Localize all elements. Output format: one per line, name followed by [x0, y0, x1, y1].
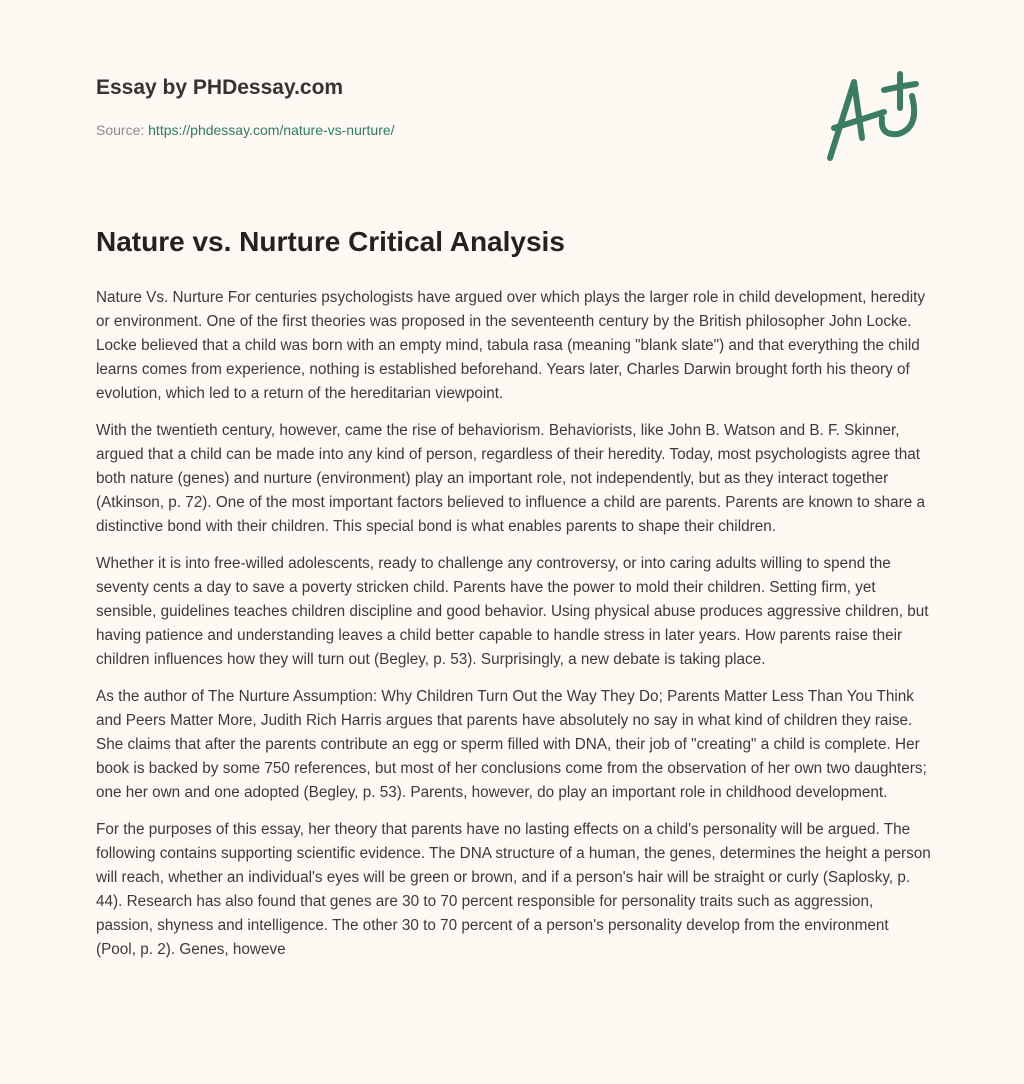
source-line: [96, 122, 395, 138]
a-plus-logo-icon: [820, 68, 930, 168]
source-label: Source:: [96, 122, 149, 138]
header: [96, 76, 395, 138]
essay-body: [96, 286, 932, 975]
page-title: Nature vs. Nurture Critical Analysis: [96, 226, 565, 257]
paragraph: Nature Vs. Nurture For centuries psychologists have argued over which plays the larger role in child development, heredity or environment. One of the first theories was proposed in the seventeenth century by the British philosopher John Locke. Locke believed that a child was born with an empty mind, tabula rasa (meaning "blank slate") and that everything the child learns comes from experience, nothing is established beforehand. Years later, Charles Darwin brought forth his theory of evolution, which led to a return of the hereditarian viewpoint.: [96, 289, 925, 402]
source-link[interactable]: https://phdessay.com/nature-vs-nurture/: [148, 122, 395, 138]
paragraph: Whether it is into free-willed adolescents, ready to challenge any controversy, or into caring adults willing to spend the seventy cents a day to save a poverty stricken child. Parents have the power to mold their children. Setting firm, yet sensible, guidelines teaches children discipline and good behavior. Using physical abuse produces aggressive children, but having patience and understanding leaves a child better capable to handle stress in later years. How parents raise their children influences how they will turn out (Begley, p. 53). Surprisingly, a new debate is taking place.: [96, 555, 929, 668]
paragraph: As the author of The Nurture Assumption: Why Children Turn Out the Way They Do; Parents Matter Less Than You Think and Peers Matter More, Judith Rich Harris argues that parents have absolutely no say in what kind of children they raise. She claims that after the parents contribute an egg or sperm filled with DNA, their job of "creating" a child is complete. Her book is backed by some 750 references, but most of her conclusions come from the observation of her own two daughters; one her own and one adopted (Begley, p. 53). Parents, however, do play an important role in childhood development.: [96, 688, 927, 801]
brand-title: Essay by PHDessay.com: [96, 76, 344, 99]
paragraph: For the purposes of this essay, her theory that parents have no lasting effects on a child's personality will be argued. The following contains supporting scientific evidence. The DNA structure of a human, the genes, determines the height a person will reach, whether an individual's eyes will be green or brown, and if a person's hair will be straight or curly (Saplosky, p. 44). Research has also found that genes are 30 to 70 percent responsible for personality traits such as aggression, passion, shyness and intelligence. The other 30 to 70 percent of a person's personality develop from the environment (Pool, p. 2). Genes, howeve: [96, 821, 931, 958]
paragraph: With the twentieth century, however, came the rise of behaviorism. Behaviorists, like John B. Watson and B. F. Skinner, argued that a child can be made into any kind of person, regardless of their heredity. Today, most psychologists agree that both nature (genes) and nurture (environment) play an important role, not independently, but as they interact together (Atkinson, p. 72). One of the most important factors believed to influence a child are parents. Parents are known to share a distinctive bond with their children. This special bond is what enables parents to shape their children.: [96, 422, 926, 535]
